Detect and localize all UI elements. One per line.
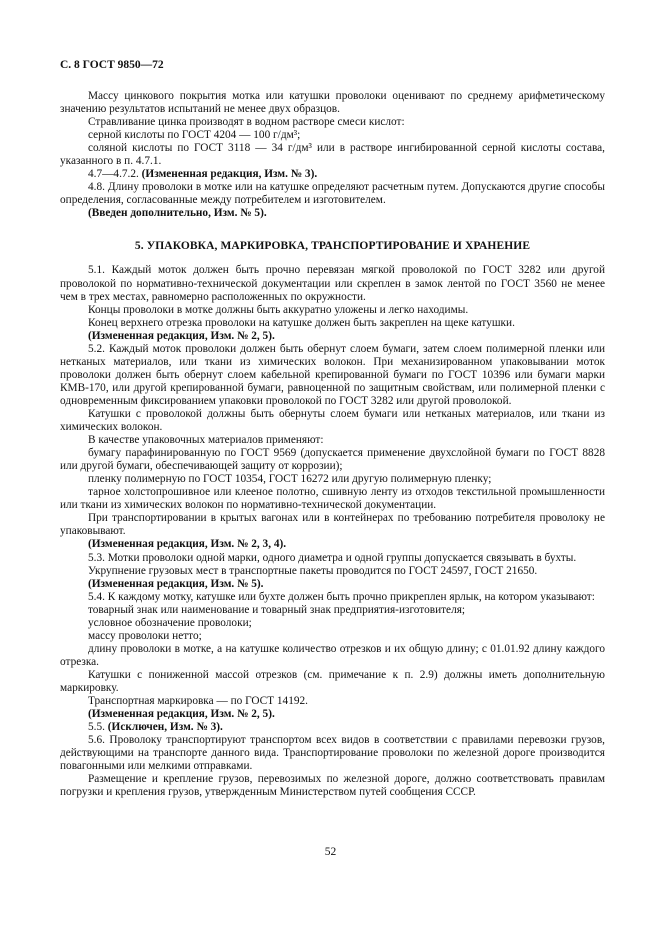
paragraph [60,142,605,168]
paragraph [60,330,605,343]
paragraph-text: товарный знак или наименование и товарный знак предприятия-изготовителя; [88,603,466,616]
paragraph-text: условное обозначение проволоки; [88,616,252,629]
paragraph-text: Концы проволоки в мотке должны быть аккуратно уложены и легко находимы. [88,303,469,316]
revision-note: (Измененная редакция, Изм. № 3). [141,168,318,181]
paragraph-text: пленку полимерную по ГОСТ 10354, ГОСТ 16272 или другую полимерную пленку; [88,473,492,486]
paragraph-text: соляной кислоты по ГОСТ 3118 — 34 г/дм³ или в растворе ингибированной серной кислоты состава, указанного в п. 4.7.1. [60,142,605,168]
paragraph-text: 5.6. Проволоку транспортируют транспортом всех видов в соответствии с правилами перевозки грузов, действующими на транспорте данного вида. Транспортирование проволоки по железной дороге производится повагонными или мелкими отправками. [60,734,605,773]
paragraph [60,207,605,220]
revision-note: (Исключен, Изм. № 3). [107,721,223,734]
paragraph-text: бумагу парафинированную по ГОСТ 9569 (допускается применение двухслойной бумаги по ГОСТ 8828 или другой бумаги, обеспечивающей защиту от коррозии); [60,447,605,473]
paragraph [60,447,605,473]
paragraph [60,116,605,129]
paragraph [60,604,605,617]
paragraph [60,643,605,669]
section-title: 5. УПАКОВКА, МАРКИРОВКА, ТРАНСПОРТИРОВАНИЕ И ХРАНЕНИЕ [134,240,531,253]
paragraph-text: Укрупнение грузовых мест в транспортные пакеты проводится по ГОСТ 24597, ГОСТ 21650. [88,564,538,577]
paragraph [60,512,605,538]
paragraph-text: 5.1. Каждый моток должен быть прочно перевязан мягкой проволокой по ГОСТ 3282 или другой проволокой по нормативно-технической документации или скреплен в замок лентой по ГОСТ 3560 не менее чем в трех местах, равномерно расположенных по окружности. [60,264,605,303]
paragraph-text: Конец верхнего отрезка проволоки на катушке должен быть закреплен на щеке катушки. [88,316,515,329]
page-number: 52 [324,846,337,858]
page-header: С. 8 ГОСТ 9850—72 [60,59,164,71]
paragraph [60,708,605,721]
paragraph-text: 5.4. К каждому мотку, катушке или бухте должен быть прочно прикреплен ярлык, на котором указывают: [88,590,595,603]
paragraph [60,538,605,551]
paragraph [60,343,605,408]
paragraph [60,129,605,142]
paragraph [60,630,605,643]
paragraph-text: длину проволоки в мотке, а на катушке количество отрезков и их общую длину; с 01.01.92 длину каждого отрезка. [60,642,605,668]
paragraph-text: тарное холстопрошивное или клееное полотно, сшивную ленту из отходов текстильной промышленности или ткани из химических волокон по нормативно-технической документации. [60,486,605,512]
paragraph [60,181,605,207]
paragraph-text: Катушки с проволокой должны быть обернуты слоем бумаги или нетканых материалов, или ткани из химических волокон. [60,407,605,434]
paragraph-text: массу проволоки нетто; [88,629,202,642]
paragraph-text: 4.7—4.7.2. [88,168,142,181]
paragraph [60,317,605,330]
paragraph [60,617,605,630]
paragraph [60,552,605,565]
paragraph [60,486,605,512]
paragraph-text: Транспортная маркировка — по ГОСТ 14192. [88,695,308,708]
paragraph [60,734,605,773]
text-block-after [60,264,605,799]
paragraph-text: Размещение и крепление грузов, перевозимых по железной дороге, должно соответствовать правилам погрузки и крепления грузов, утвержденным Министерством путей сообщения СССР. [60,773,605,799]
paragraph-text: Массу цинкового покрытия мотка или катушки проволоки оценивают по среднему арифметическому значению результатов испытаний не менее двух образцов. [60,90,605,116]
paragraph-text: 5.2. Каждый моток проволоки должен быть обернут слоем бумаги, затем слоем полимерной пленки или нетканых материалов, или ткани из химических волокон. При механизированном упаковывании моток проволоки должен быть обернут слоем кабельной крепированной бумаги по ГОСТ 10396 или бумаги марки КМВ-170, или другой крепированной бумаги, равноценной по защитным свойствам, или полимерной пленки с одновременным фиксированием упаковки проволокой по ГОСТ 3282 или другой проволокой. [60,342,605,407]
paragraph [60,304,605,317]
revision-note: (Измененная редакция, Изм. № 5). [88,577,264,590]
paragraph [60,264,605,303]
paragraph-text: 5.5. [88,721,108,734]
paragraph [60,669,605,695]
paragraph [60,721,605,734]
document-page [60,58,605,799]
paragraph [60,90,605,116]
paragraph-text: В качестве упаковочных материалов применяют: [88,434,324,447]
revision-note: (Измененная редакция, Изм. № 2, 3, 4). [88,538,287,551]
paragraph-text: При транспортировании в крытых вагонах или в контейнерах по требованию потребителя проволоку не упаковывают. [60,512,605,538]
paragraph [60,565,605,578]
paragraph [60,408,605,434]
paragraph [60,695,605,708]
paragraph [60,473,605,486]
paragraph [60,591,605,604]
text-block-before [60,90,605,220]
paragraph-text: Стравливание цинка производят в водном растворе смеси кислот: [88,116,405,129]
paragraph [60,578,605,591]
paragraph [60,168,605,181]
revision-note: (Введен дополнительно, Изм. № 5). [88,207,267,220]
revision-note: (Измененная редакция, Изм. № 2, 5). [88,708,275,721]
paragraph-text: 5.3. Мотки проволоки одной марки, одного диаметра и одной группы допускается связывать в бухты. [88,551,577,564]
paragraph-text: серной кислоты по ГОСТ 4204 — 100 г/дм³; [88,129,301,142]
paragraph-text: Катушки с пониженной массой отрезков (см. примечание к п. 2.9) должны иметь дополнительную маркировку. [60,668,605,694]
paragraph [60,434,605,447]
paragraph [60,773,605,799]
revision-note: (Измененная редакция, Изм. № 2, 5). [88,329,275,342]
paragraph-text: 4.8. Длину проволоки в мотке или на катушке определяют расчетным путем. Допускаются другие способы определения, согласованные между потребителем и изготовителем. [60,181,605,207]
